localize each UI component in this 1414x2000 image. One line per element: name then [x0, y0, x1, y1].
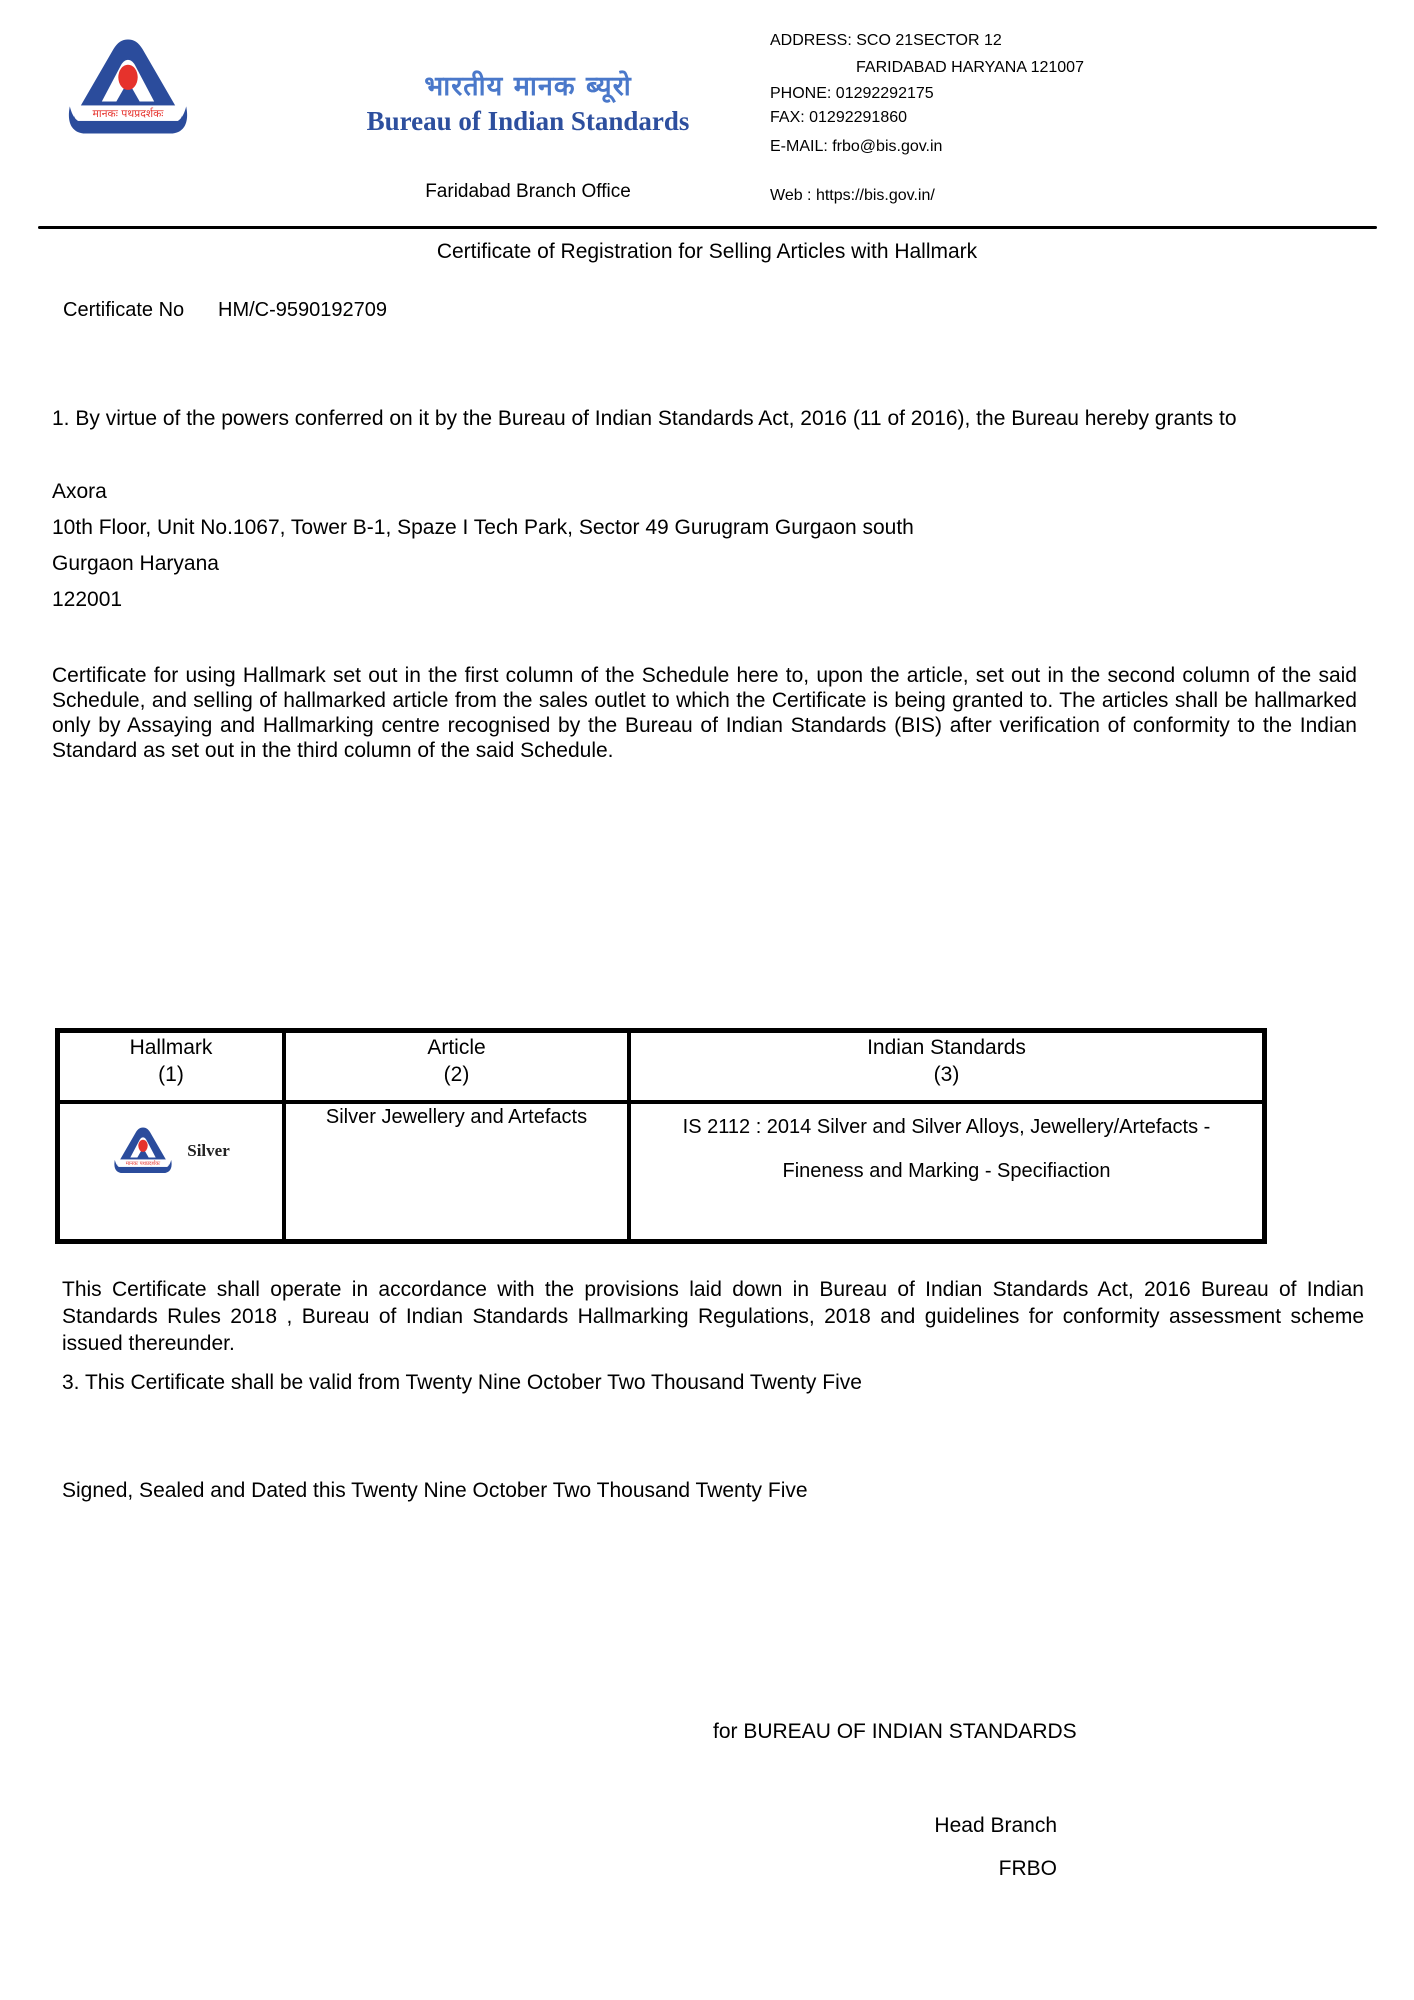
contact-address-line1: ADDRESS: SCO 21SECTOR 12 — [770, 32, 1002, 49]
contact-fax: FAX: 01292291860 — [770, 109, 908, 126]
clause-grant-intro: 1. By virtue of the powers conferred on it by the Bureau of Indian Standards Act, 2016 (11 of 2016), the Bureau hereby grants to — [52, 407, 1237, 430]
clause-signed: Signed, Sealed and Dated this Twenty Nine October Two Thousand Twenty Five — [62, 1479, 808, 1502]
certificate-no-label: Certificate No — [63, 299, 185, 321]
contact-phone: PHONE: 01292292175 — [770, 85, 934, 102]
page-title: Certificate of Registration for Selling Articles with Hallmark — [436, 240, 978, 263]
org-name-hindi: भारतीय मानक ब्यूरो — [424, 71, 632, 102]
table-header-article-label: Article — [427, 1036, 486, 1059]
signature-for-org: for BUREAU OF INDIAN STANDARDS — [713, 1720, 1077, 1743]
indian-standard-line2: Fineness and Marking - Specifiaction — [782, 1160, 1111, 1182]
signature-designation: Head Branch — [934, 1814, 1057, 1837]
grantee-name: Axora — [52, 480, 107, 503]
table-row — [60, 1104, 1262, 1239]
table-header-hallmark — [60, 1033, 286, 1100]
clause-usage: Certificate for using Hallmark set out in the first column of the Schedule here to, upon the article, set out in the second column of the said Schedule, and selling of hallmarked article from the sales outlet to which the Certificate is being granted to. The articles shall be hallmarked only by Assaying and Hallmarking centre recognised by the Bureau of Indian Standards (BIS) after verification of conformity to the Indian Standard as set out in the third column of the said Schedule. — [52, 664, 1357, 762]
signature-office: FRBO — [998, 1857, 1057, 1880]
header-divider — [38, 226, 1377, 229]
hallmark-cell — [60, 1104, 286, 1239]
table-header-hallmark-label: Hallmark — [129, 1036, 213, 1059]
branch-office-label: Faridabad Branch Office — [425, 181, 631, 202]
bis-logo-icon — [64, 36, 192, 138]
table-header-article — [286, 1033, 631, 1100]
grantee-pincode: 122001 — [52, 588, 123, 611]
hallmark-type-label: Silver — [187, 1141, 230, 1160]
org-name-english: Bureau of Indian Standards — [366, 106, 690, 136]
grantee-address-line1: 10th Floor, Unit No.1067, Tower B-1, Spaze I Tech Park, Sector 49 Gurugram Gurgaon south — [52, 516, 914, 539]
contact-address-line2: FARIDABAD HARYANA 121007 — [856, 59, 1084, 76]
bis-silver-hallmark-icon — [112, 1126, 174, 1175]
contact-web: Web : https://bis.gov.in/ — [770, 187, 935, 204]
table-header-hallmark-index: (1) — [158, 1063, 184, 1086]
schedule-table-header-row — [60, 1033, 1262, 1104]
table-header-indian-standards-index: (3) — [933, 1063, 960, 1086]
table-header-article-index: (2) — [443, 1063, 470, 1086]
indian-standard-line1: IS 2112 : 2014 Silver and Silver Alloys, Jewellery/Artefacts - — [682, 1116, 1211, 1138]
clause-operation: This Certificate shall operate in accordance with the provisions laid down in Bureau of Indian Standards Act, 2016 Bureau of Indian Standards Rules 2018 , Bureau of Indian Standards Hallmarking Regulations, 2018 and guidelines for conformity assessment scheme issued thereunder. — [62, 1278, 1364, 1355]
article-cell: Silver Jewellery and Artefacts — [286, 1104, 631, 1239]
contact-email: E-MAIL: frbo@bis.gov.in — [770, 138, 943, 155]
clause-validity: 3. This Certificate shall be valid from Twenty Nine October Two Thousand Twenty Five — [62, 1371, 862, 1394]
grantee-address-line2: Gurgaon Haryana — [52, 552, 219, 575]
signature-block — [757, 1814, 1057, 1881]
table-header-indian-standards-label: Indian Standards — [867, 1036, 1026, 1059]
brand-block — [330, 70, 726, 138]
certificate-no-value: HM/C-9590192709 — [218, 299, 387, 321]
schedule-table — [55, 1028, 1267, 1244]
indian-standards-cell — [631, 1104, 1262, 1239]
table-header-indian-standards — [631, 1033, 1262, 1100]
